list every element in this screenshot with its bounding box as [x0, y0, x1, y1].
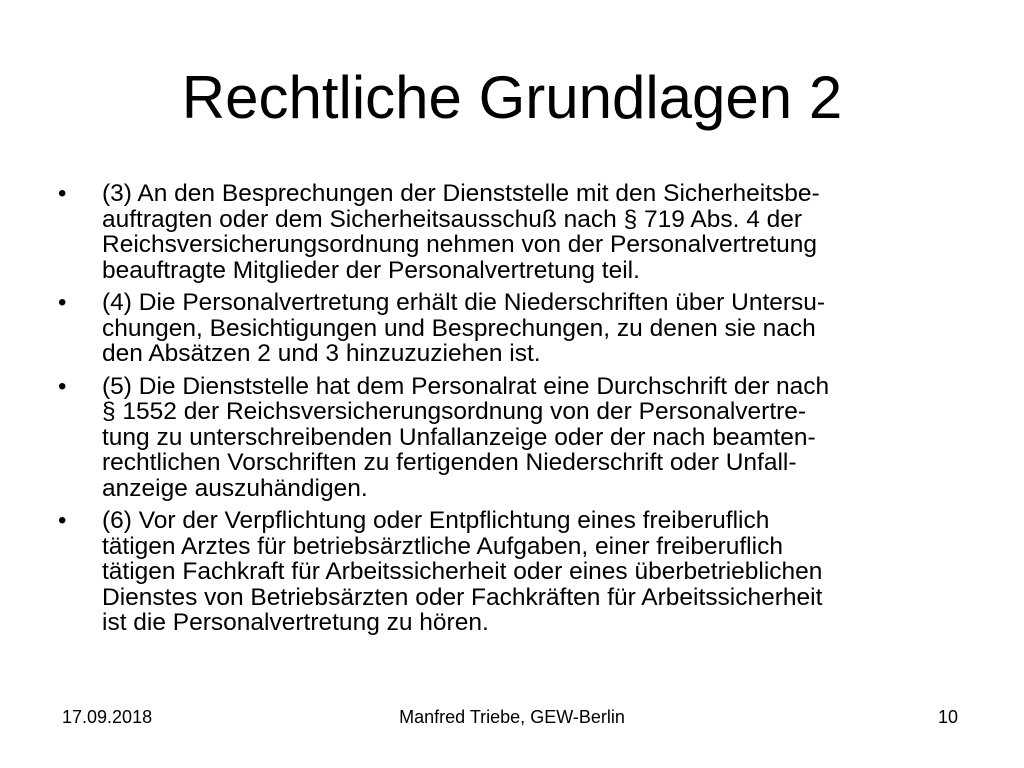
bullet-list [56, 181, 956, 643]
footer-author: Manfred Triebe, GEW-Berlin [399, 707, 625, 727]
bullet-text-line: (3) An den Besprechungen der Dienststelle mit den Sicherheitsbe- [102, 180, 820, 207]
bullet-icon: • [58, 180, 67, 207]
bullet-icon: • [58, 372, 67, 400]
bullet-text-line: beauftragte Mitglieder der Personalvertretung teil. [102, 256, 640, 284]
bullet-text-line: tätigen Arztes für betriebsärztliche Aufgaben, einer freiberuflich [102, 532, 783, 560]
bullet-item [56, 181, 956, 283]
footer-date: 17.09.2018 [62, 707, 153, 727]
bullet-text-line: Reichsversicherungsordnung nehmen von der Personalvertretung [102, 231, 817, 258]
bullet-text-line: Dienstes von Betriebsärzten oder Fachkräften für Arbeitssicherheit [102, 583, 823, 611]
bullet-text-line: tätigen Fachkraft für Arbeitssicherheit oder eines überbetrieblichen [102, 558, 823, 585]
bullet-text-line: (5) Die Dienststelle hat dem Personalrat eine Durchschrift der nach [102, 372, 830, 400]
bullet-text-line: (6) Vor der Verpflichtung oder Entpflichtung eines freiberuflich [102, 507, 770, 534]
bullet-text-line: chungen, Besichtigungen und Besprechungen, zu denen sie nach [102, 314, 816, 342]
footer-page-number: 10 [937, 707, 958, 727]
bullet-item [56, 290, 956, 367]
bullet-icon: • [58, 289, 67, 316]
bullet-text-line: ist die Personalvertretung zu hören. [102, 609, 489, 636]
bullet-text-line: tung zu unterschreibenden Unfallanzeige oder der nach beamten- [102, 423, 816, 451]
bullet-icon: • [58, 507, 67, 534]
bullet-text-line: (4) Die Personalvertretung erhält die Niederschriften über Untersu- [102, 289, 826, 316]
bullet-text-line: auftragten oder dem Sicherheitsausschuß nach § 719 Abs. 4 der [102, 205, 803, 233]
slide-title: Rechtliche Grundlagen 2 [181, 64, 843, 131]
bullet-text-line: § 1552 der Reichsversicherungsordnung von der Personalvertre- [102, 398, 807, 425]
bullet-text-line: den Absätzen 2 und 3 hinzuzuziehen ist. [102, 340, 541, 367]
bullet-text-line: rechtlichen Vorschriften zu fertigenden Niederschrift oder Unfall- [102, 449, 797, 476]
bullet-item [56, 508, 956, 636]
bullet-item [56, 374, 956, 502]
bullet-text-line: anzeige auszuhändigen. [102, 474, 368, 502]
